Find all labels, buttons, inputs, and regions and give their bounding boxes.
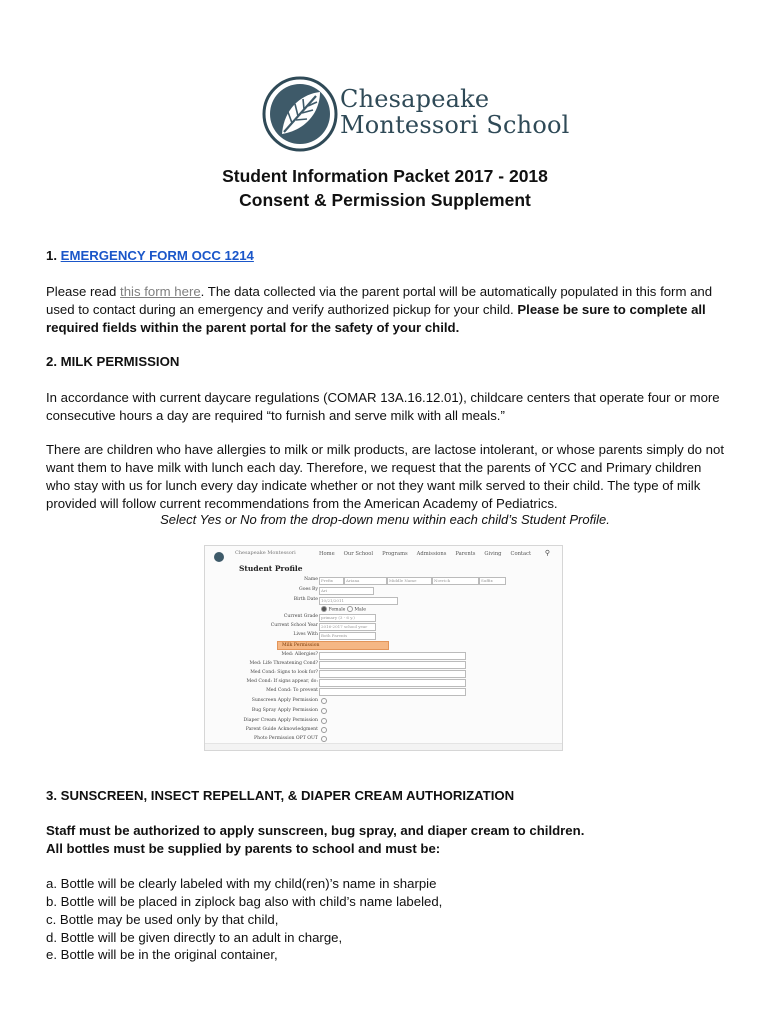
mini-logo-icon xyxy=(213,551,235,563)
milk-permission-select[interactable]: Milk Permission xyxy=(277,641,389,650)
section-3-heading: 3. SUNSCREEN, INSECT REPELLANT, & DIAPER CREAM AUTHORIZATION xyxy=(46,788,515,803)
row-med-5 xyxy=(205,688,562,697)
row-year xyxy=(205,623,562,632)
section-1-number: 1. xyxy=(46,248,61,263)
row-perm-3 xyxy=(205,718,562,727)
grade-select[interactable]: primary (3 - 6 y.) xyxy=(319,614,376,622)
med-5-label: Med Cond: To prevent xyxy=(266,688,318,693)
search-icon[interactable]: ⚲ xyxy=(544,549,550,557)
list-item-c: c. Bottle may be used only by that child, xyxy=(46,912,279,927)
list-item-a: a. Bottle will be clearly labeled with my child(ren)’s name in sharpie xyxy=(46,876,437,891)
logo-wordmark xyxy=(340,86,570,138)
perm-2-label: Bug Spray Apply Permission xyxy=(251,708,318,713)
milk-instruction: Select Yes or No from the drop-down menu within each child’s Student Profile. xyxy=(160,512,610,527)
perm-5-checkbox[interactable] xyxy=(321,736,327,742)
row-name xyxy=(205,577,562,586)
goes-by-label: Goes By xyxy=(299,587,318,592)
row-med-4 xyxy=(205,679,562,688)
perm-1-label: Sunscreen Apply Permission xyxy=(251,698,318,703)
emergency-form-link[interactable]: EMERGENCY FORM OCC 1214 xyxy=(60,248,254,263)
perm-4-checkbox[interactable] xyxy=(321,727,327,733)
list-item-b: b. Bottle will be placed in ziplock bag also with child’s name labeled, xyxy=(46,894,443,909)
row-med-3 xyxy=(205,670,562,679)
logo-line-2: Montessori School xyxy=(340,111,570,139)
nav-admissions[interactable]: Admissions xyxy=(416,551,447,557)
student-profile-screenshot xyxy=(204,545,563,751)
nav-giving[interactable]: Giving xyxy=(484,551,502,557)
profile-title: Student Profile xyxy=(239,564,303,573)
screenshot-footer-bar xyxy=(205,743,562,750)
prefix-input[interactable]: Prefix xyxy=(319,577,344,585)
birth-label: Birth Date xyxy=(293,597,318,602)
section-3-bold-2: All bottles must be supplied by parents to school and must be: xyxy=(46,841,441,856)
row-perm-1 xyxy=(205,698,562,707)
med-5-input[interactable] xyxy=(319,688,466,696)
lives-label: Lives With xyxy=(293,632,318,637)
perm-2-checkbox[interactable] xyxy=(321,708,327,714)
male-label: Male xyxy=(354,607,366,613)
nav-programs[interactable]: Programs xyxy=(382,551,408,557)
row-med-1 xyxy=(205,652,562,661)
row-perm-4 xyxy=(205,727,562,736)
female-radio[interactable] xyxy=(321,606,327,612)
male-radio[interactable] xyxy=(347,606,353,612)
row-lives xyxy=(205,632,562,641)
year-label: Current School Year xyxy=(270,623,318,628)
med-1-input[interactable] xyxy=(319,652,466,660)
lives-select[interactable]: Both Parents xyxy=(319,632,376,640)
med-3-input[interactable] xyxy=(319,670,466,678)
row-med-2 xyxy=(205,661,562,670)
section-2-paragraph-2: There are children who have allergies to milk or milk products, are lactose intolerant, or whose parents simply do not want them to have milk with lunch each day. Therefore, we request that the parents of YCC and Primary children who stay with us for lunch every day indicate whether or not they want milk served to their child. The type of milk provided will follow current recommendations from the American Academy of Pediatrics. xyxy=(46,442,725,511)
leaf-emblem-icon xyxy=(262,76,338,152)
row-perm-2 xyxy=(205,708,562,717)
perm-3-label: Diaper Cream Apply Permission xyxy=(243,718,318,723)
s1-text-mid: . The data collected via the parent portal will be automatically populated in this form and used to contact during an emergency and verify authorized pickup for your child. xyxy=(46,284,713,317)
packet-title: Student Information Packet 2017 - 2018 xyxy=(222,166,548,186)
med-4-label: Med Cond: If signs appear, do: xyxy=(246,679,318,684)
first-name-input[interactable]: Ariana xyxy=(344,577,387,585)
goes-by-input[interactable]: Ari xyxy=(319,587,374,595)
nav-our-school[interactable]: Our School xyxy=(343,551,374,557)
med-2-input[interactable] xyxy=(319,661,466,669)
last-name-input[interactable]: Novrick xyxy=(432,577,479,585)
nav-parents[interactable]: Parents xyxy=(455,551,476,557)
birth-date-input[interactable]: 10/21/2011 xyxy=(319,597,398,605)
s1-text-start: Please read xyxy=(46,284,121,299)
perm-5-label: Photo Permission OPT OUT xyxy=(254,736,318,741)
mini-nav xyxy=(319,551,531,557)
row-birth xyxy=(205,597,562,606)
middle-name-input[interactable]: Middle Name xyxy=(387,577,432,585)
form-here-link[interactable]: this form here xyxy=(120,284,201,299)
grade-label: Current Grade xyxy=(283,614,318,619)
perm-1-checkbox[interactable] xyxy=(321,698,327,704)
name-label: Name xyxy=(304,577,318,582)
school-logo xyxy=(262,76,570,160)
s1-text-bold: Please be sure to complete all required fields within the parent portal for the safety of your child. xyxy=(46,302,706,335)
list-item-d: d. Bottle will be given directly to an adult in charge, xyxy=(46,930,343,945)
row-grade xyxy=(205,614,562,623)
nav-contact[interactable]: Contact xyxy=(510,551,532,557)
section-2-paragraph-1: In accordance with current daycare regulations (COMAR 13A.16.12.01), childcare centers that operate four or more consecutive hours a day are required “to furnish and serve milk with all meals.” xyxy=(46,390,720,423)
suffix-input[interactable]: Suffix xyxy=(479,577,506,585)
med-1-label: Med: Allergies? xyxy=(281,652,318,657)
packet-subtitle: Consent & Permission Supplement xyxy=(239,190,531,210)
section-1-heading xyxy=(46,247,726,265)
gender-radios xyxy=(321,606,366,613)
row-goes-by xyxy=(205,587,562,596)
list-item-e: e. Bottle will be in the original container, xyxy=(46,947,278,962)
nav-home[interactable]: Home xyxy=(319,551,335,557)
mini-logo-text: Chesapeake Montessori xyxy=(235,550,296,556)
section-1-paragraph xyxy=(46,283,726,337)
section-3-bold-1: Staff must be authorized to apply sunscreen, bug spray, and diaper cream to children. xyxy=(46,823,585,838)
year-select[interactable]: 2016-2017 school year xyxy=(319,623,376,631)
med-4-input[interactable] xyxy=(319,679,466,687)
logo-line-1: Chesapeake xyxy=(340,85,490,113)
med-3-label: Med Cond: Signs to look for? xyxy=(250,670,318,675)
female-label: Female xyxy=(328,607,346,613)
perm-3-checkbox[interactable] xyxy=(321,718,327,724)
perm-4-label: Parent Guide Acknowledgment xyxy=(245,727,318,732)
med-2-label: Med: Life Threatening Cond? xyxy=(249,661,318,666)
section-2-heading: 2. MILK PERMISSION xyxy=(46,354,180,369)
